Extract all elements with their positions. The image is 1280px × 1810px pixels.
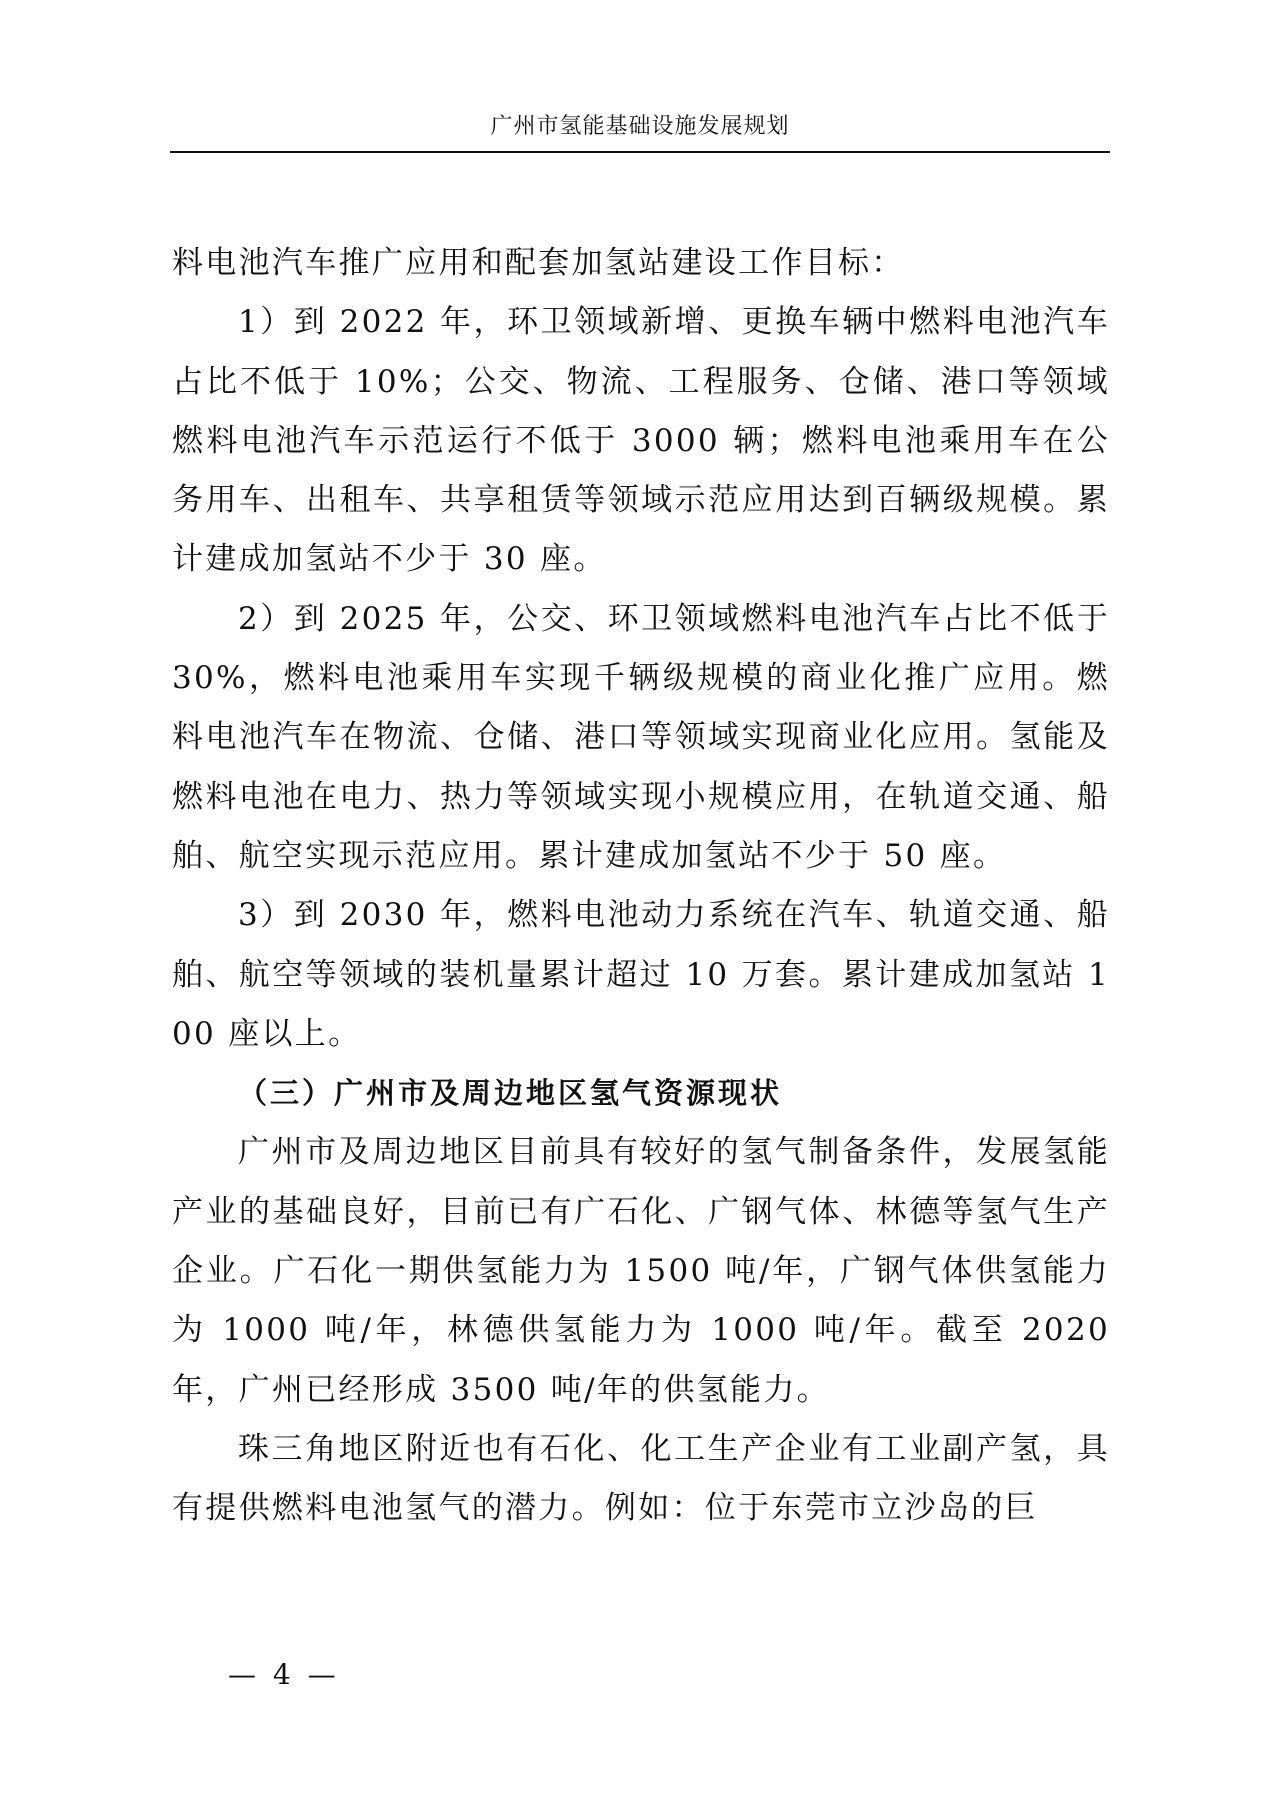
paragraph-goal-2030: 3）到 2030 年，燃料电池动力系统在汽车、轨道交通、船舶、航空等领域的装机量累计超过 10 万套。累计建成加氢站 100 座以上。 [172, 897, 1110, 1052]
running-header-title: 广州市氢能基础设施发展规划 [490, 114, 790, 139]
paragraph-goal-2022: 1）到 2022 年，环卫领域新增、更换车辆中燃料电池汽车占比不低于 10%；公交、物流、工程服务、仓储、港口等领域燃料电池汽车示范运行不低于 3000 辆；燃料电池乘用车在公务用车、出租车、共享租赁等领域示范应用达到百辆级规模。累计建成加氢站不少于 30 座。 [172, 304, 1110, 578]
page-number: — 4 — [228, 1658, 340, 1691]
header-divider [170, 151, 1110, 153]
paragraph-goal-2025: 2）到 2025 年，公交、环卫领域燃料电池汽车占比不低于 30%，燃料电池乘用车实现千辆级规模的商业化推广应用。燃料电池汽车在物流、仓储、港口等领域实现商业化应用。氢能及燃料电池在电力、热力等领域实现小规模应用，在轨道交通、船舶、航空实现示范应用。累计建成加氢站不少于 50 座。 [172, 600, 1110, 874]
document-body [172, 234, 1110, 1539]
section-heading: （三）广州市及周边地区氢气资源现状 [238, 1076, 783, 1111]
paragraph-hydrogen-supply: 广州市及周边地区目前具有较好的氢气制备条件，发展氢能产业的基础良好，目前已有广石化、广钢气体、林德等氢气生产企业。广石化一期供氢能力为 1500 吨/年，广钢气体供氢能力为 1000 吨/年，林德供氢能力为 1000 吨/年。截至 2020 年，广州已经形成 3500 吨/年的供氢能力。 [172, 1134, 1110, 1408]
paragraph-continuation: 料电池汽车推广应用和配套加氢站建设工作目标： [172, 245, 905, 281]
paragraph-pearl-river-delta: 珠三角地区附近也有石化、化工生产企业有工业副产氢，具有提供燃料电池氢气的潜力。例如：位于东莞市立沙岛的巨 [172, 1430, 1110, 1527]
